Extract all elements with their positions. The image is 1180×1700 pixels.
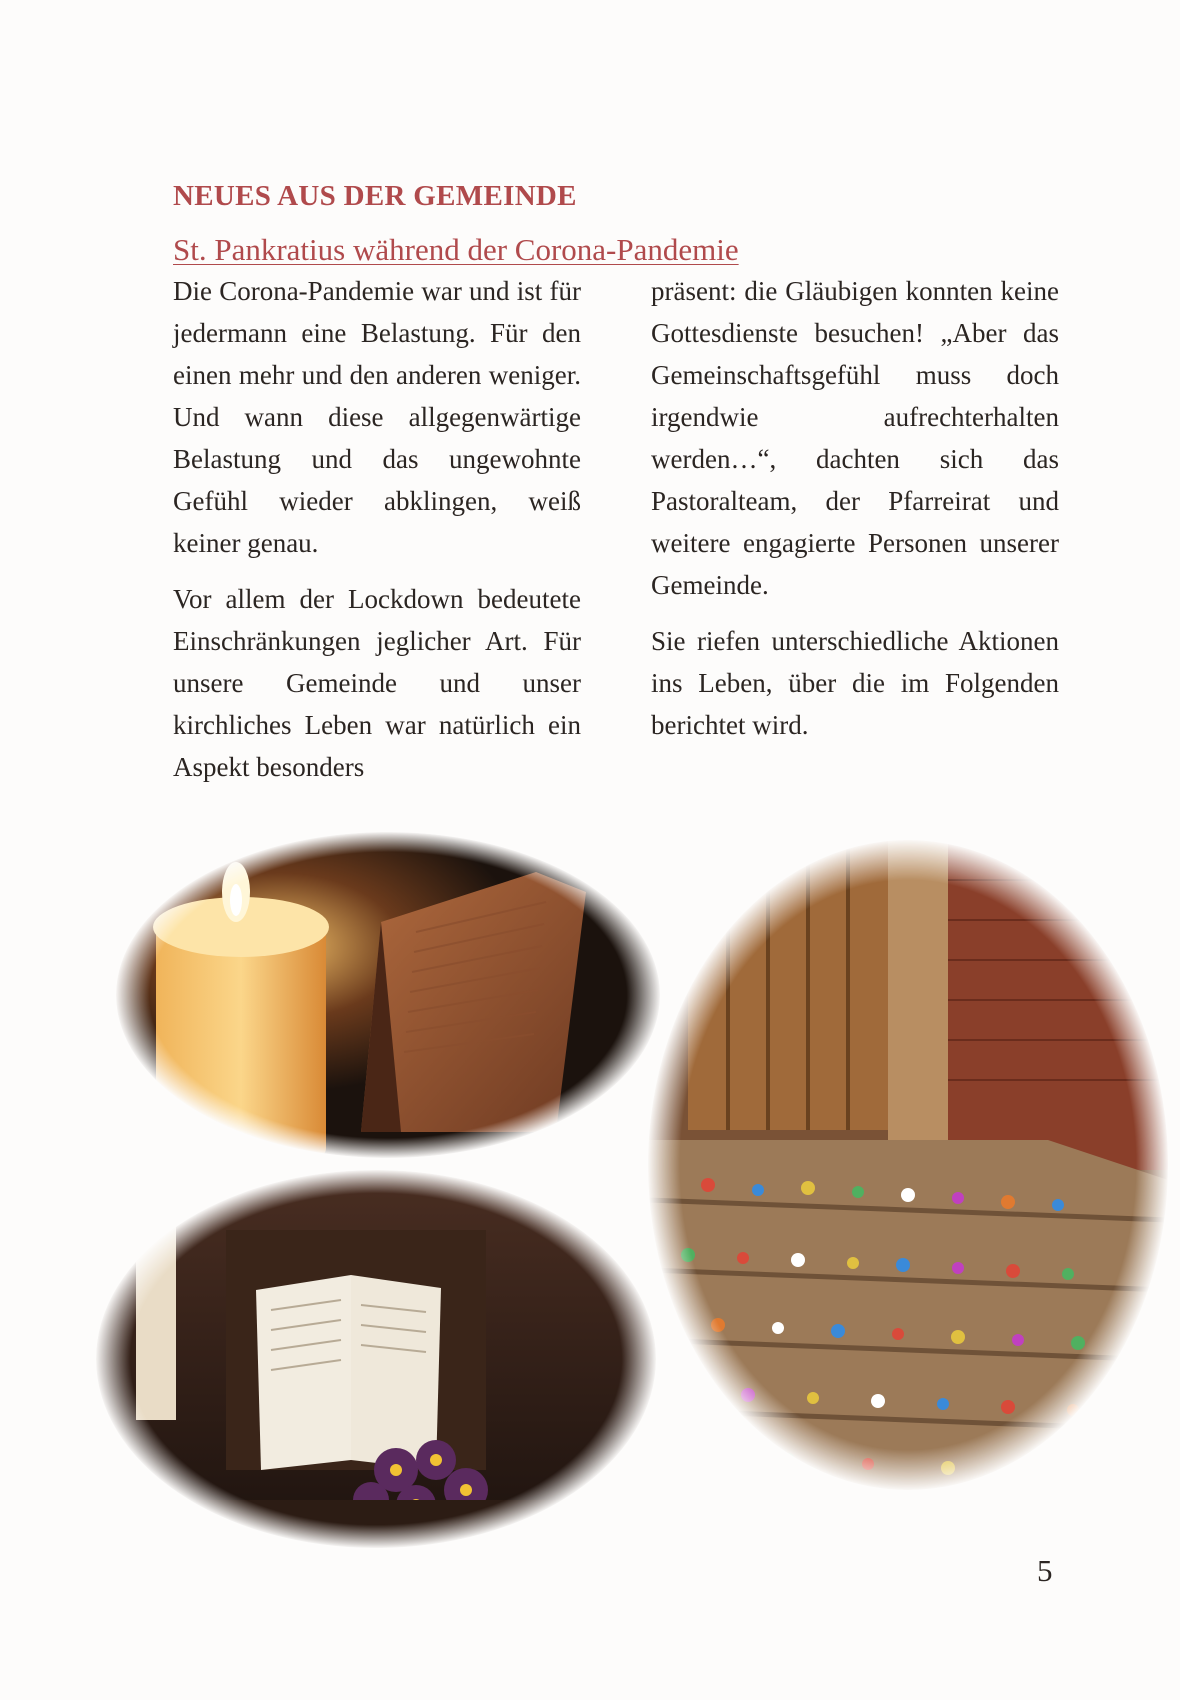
left-paragraph-2: Vor allem der Lockdown bedeutete Einschränkungen jeglicher Art. Für unsere Gemeinde und unser kirchliches Leben war natürlich ein Aspekt besonders (173, 584, 581, 782)
steps-photo (648, 840, 1168, 1490)
article-title: St. Pankratius während der Corona-Pandemie (173, 232, 739, 267)
page-number: 5 (1037, 1553, 1053, 1588)
right-column (651, 270, 1059, 760)
right-paragraph-1: präsent: die Gläubigen konnten keine Gottesdienste besuchen! „Aber das Gemeinschaftsgefühl muss doch irgendwie aufrechterhalten werden…“, dachten sich das Pastoralteam, der Pfarreirat und weitere engagierte Personen unserer Gemeinde. (651, 276, 1059, 600)
candle-photo (116, 832, 660, 1158)
right-paragraph-2: Sie riefen unterschiedliche Aktionen ins Leben, über die im Folgenden berichtet wird. (651, 626, 1059, 740)
left-paragraph-1: Die Corona-Pandemie war und ist für jedermann eine Belastung. Für den einen mehr und den anderen weniger. Und wann diese allgegenwärtige Belastung und das ungewohnte Gefühl wieder abklingen, weiß keiner genau. (173, 276, 581, 558)
book-photo (96, 1170, 656, 1548)
section-heading: NEUES AUS DER GEMEINDE (173, 180, 577, 212)
left-column (173, 270, 581, 802)
